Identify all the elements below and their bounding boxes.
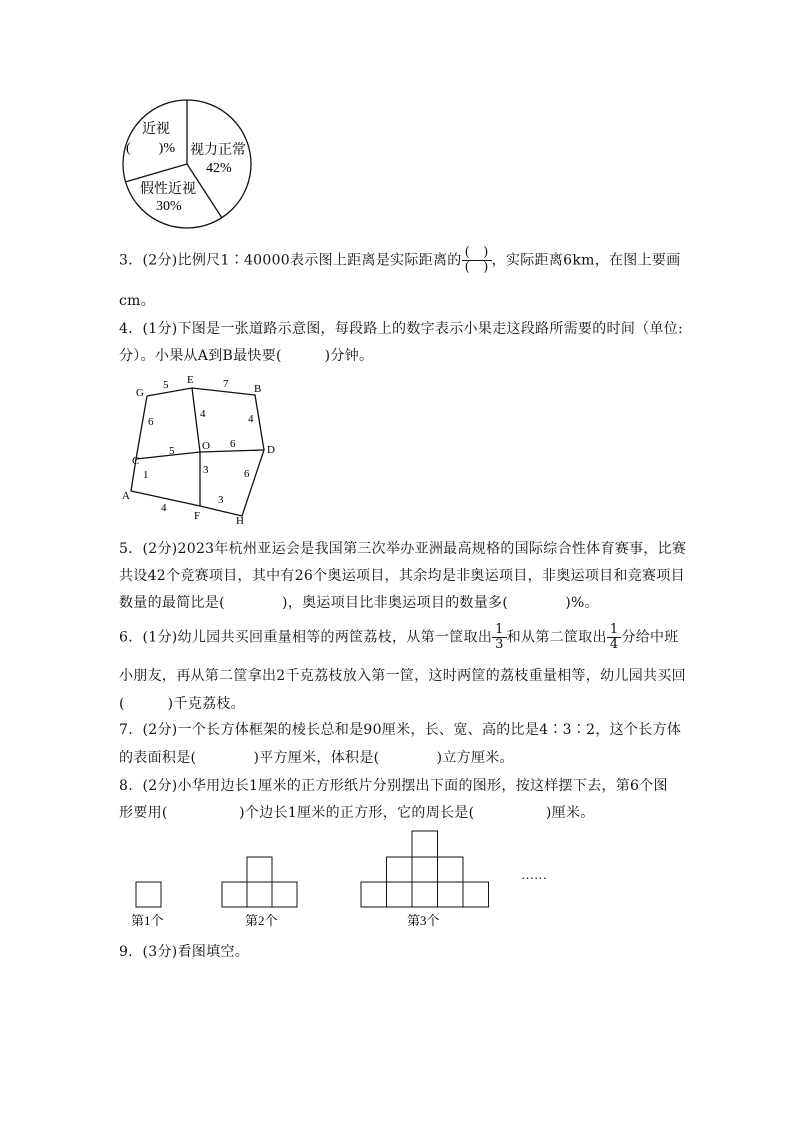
weight-AF: 4 xyxy=(161,502,167,514)
fraction-one-fourth-numerator: 1 xyxy=(607,623,622,638)
question-5-line-1: 5．(2分)2023年杭州亚运会是我国第三次举办亚洲最高规格的国际综合性体育赛事，比赛 xyxy=(119,541,687,557)
question-6-line-1 xyxy=(119,623,679,652)
normal-value: 42% xyxy=(206,161,232,176)
point-E: E xyxy=(187,374,194,386)
fraction-one-third xyxy=(492,623,507,652)
square-pattern-figures xyxy=(125,828,565,930)
weight-OD: 6 xyxy=(230,438,236,450)
q6-text-c: 分给中班 xyxy=(621,629,679,646)
myopia-label: 近视 xyxy=(142,122,170,137)
q6-text-b: 和从第二筐取出 xyxy=(506,629,607,646)
point-D: D xyxy=(267,444,275,456)
point-H: H xyxy=(236,515,244,527)
question-5-line-3: 数量的最简比是( )，奥运项目比非奥运项目的数量多( )%。 xyxy=(119,595,599,611)
question-4-line-2: 分）。小果从A到B最快要( )分钟。 xyxy=(119,348,374,364)
weight-DH: 6 xyxy=(244,468,250,480)
q6-text-a: 6．(1分)幼儿园共买回重量相等的两筐荔枝，从第一筐取出 xyxy=(119,629,493,646)
q3-text-b: ，实际距离6km，在图上要画 xyxy=(491,252,681,269)
question-3 xyxy=(119,246,681,275)
fraction-one-third-numerator: 1 xyxy=(492,623,507,638)
figure-1-label: 第1个 xyxy=(131,913,164,928)
q3-fraction-blank[interactable] xyxy=(462,246,492,275)
weight-OF: 3 xyxy=(203,464,209,476)
pseudo-myopia-value: 30% xyxy=(156,199,182,214)
weight-GE: 5 xyxy=(163,379,169,391)
myopia-value: ( )% xyxy=(126,141,175,156)
weight-GC: 6 xyxy=(148,416,154,428)
weight-EO: 4 xyxy=(200,408,206,420)
pseudo-myopia-label: 假性近视 xyxy=(140,182,196,197)
point-B: B xyxy=(254,383,262,395)
figure-2-label: 第2个 xyxy=(245,913,278,928)
weight-CA: 1 xyxy=(143,469,149,481)
question-6-line-3: ( )千克荔枝。 xyxy=(119,696,245,712)
figure-3-label: 第3个 xyxy=(407,913,440,928)
question-8-line-2: 形要用( )个边长1厘米的正方形，它的周长是( )厘米。 xyxy=(119,805,595,821)
fraction-one-fourth-denominator: 4 xyxy=(609,637,619,652)
weight-EB: 7 xyxy=(223,378,229,390)
q3-fraction-denominator: ( ) xyxy=(464,260,489,275)
point-G: G xyxy=(136,387,144,399)
ellipsis: …… xyxy=(521,867,547,882)
weight-FH: 3 xyxy=(218,494,224,506)
normal-label: 视力正常 xyxy=(190,143,246,158)
point-C: C xyxy=(132,455,140,467)
question-4-line-1: 4．(1分)下图是一张道路示意图，每段路上的数字表示小果走这段路所需要的时间（单位: xyxy=(119,321,684,337)
question-8-line-1: 8．(2分)小华用边长1厘米的正方形纸片分别摆出下面的图形，按这样摆下去，第6个图 xyxy=(119,778,668,794)
q3-text-a: 3．(2分)比例尺1∶40000表示图上距离是实际距离的 xyxy=(119,252,462,269)
question-5-line-2: 共设42个竞赛项目，其中有26个奥运项目，其余均是非奥运项目，非奥运项目和竞赛项目 xyxy=(119,568,685,584)
question-7-line-2: 的表面积是( )平方厘米，体积是( )立方厘米。 xyxy=(119,750,514,766)
question-7-line-1: 7．(2分)一个长方体框架的棱长总和是90厘米，长、宽、高的比是4∶3∶2，这个长方体 xyxy=(119,722,682,738)
question-9-line-1: 9．(3分)看图填空。 xyxy=(119,944,250,960)
q3-line-2: cm。 xyxy=(119,293,156,309)
vision-pie-chart xyxy=(118,98,258,230)
weight-CO: 5 xyxy=(169,445,175,457)
fraction-one-third-denominator: 3 xyxy=(495,637,504,652)
weight-BD: 4 xyxy=(248,413,254,425)
point-O: O xyxy=(202,440,210,452)
fraction-one-fourth xyxy=(607,623,622,652)
question-6-line-2: 小朋友，再从第二筐拿出2千克荔枝放入第一筐，这时两筐的荔枝重量相等，幼儿园共买回 xyxy=(119,668,686,684)
road-map-diagram xyxy=(118,370,288,530)
q3-fraction-numerator: ( ) xyxy=(462,246,492,261)
point-F: F xyxy=(194,510,201,522)
point-A: A xyxy=(122,490,130,502)
